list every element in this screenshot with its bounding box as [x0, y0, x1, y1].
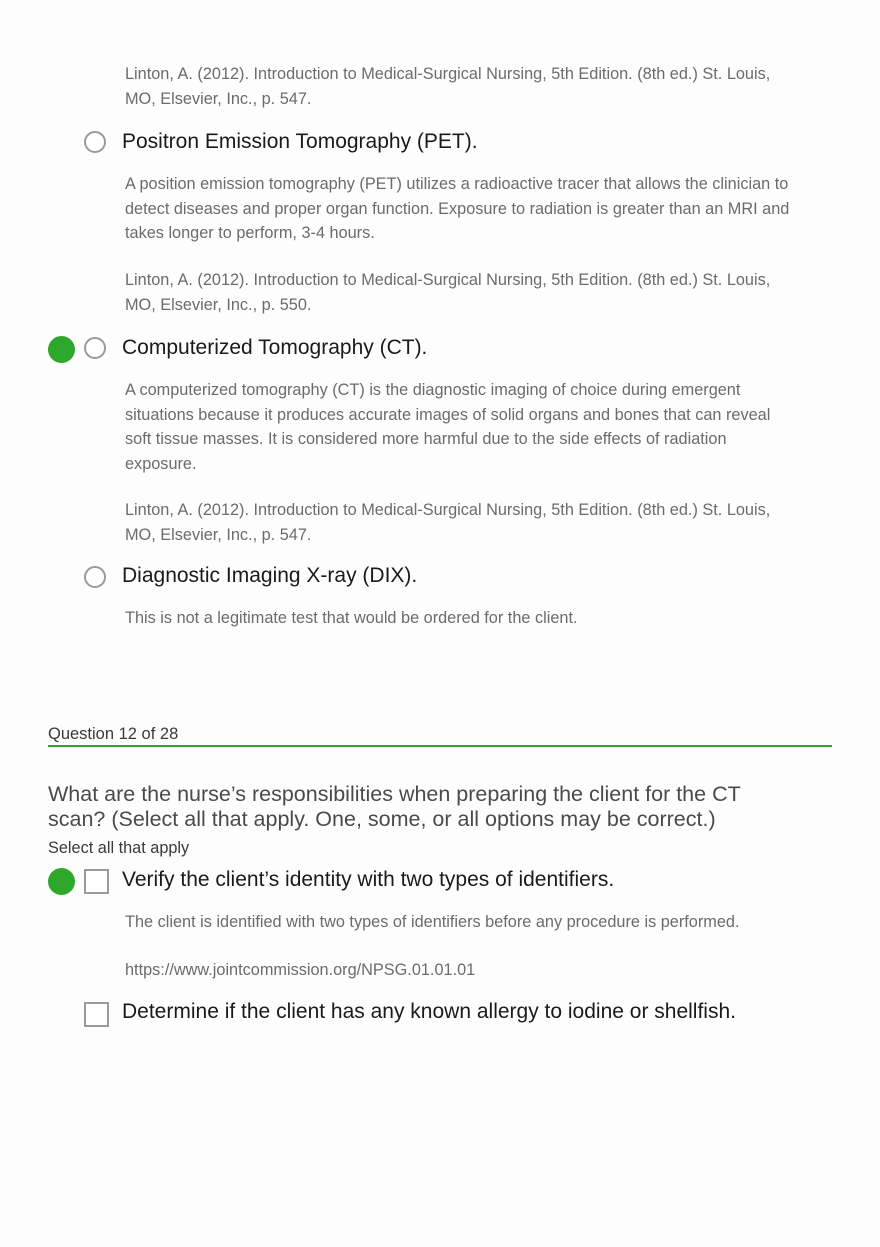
- option-explanation: The client is identified with two types of identifiers before any procedure is performed.: [125, 913, 740, 931]
- reference-text: Linton, A. (2012). Introduction to Medical-Surgical Nursing, 5th Edition. (8th ed.) St. Louis, MO, Elsevier, Inc., p. 547.: [125, 501, 771, 544]
- correct-answer-indicator: [48, 336, 75, 363]
- reference-text: Linton, A. (2012). Introduction to Medical-Surgical Nursing, 5th Edition. (8th ed.) St. Louis, MO, Elsevier, Inc., p. 550.: [125, 271, 771, 314]
- checkbox[interactable]: [84, 869, 109, 894]
- question-instruction: Select all that apply: [48, 839, 190, 857]
- correct-answer-indicator: [48, 868, 75, 895]
- answer-option-ct[interactable]: Computerized Tomography (CT).: [122, 336, 428, 359]
- radio-button[interactable]: [84, 337, 106, 359]
- reference-text: Linton, A. (2012). Introduction to Medical-Surgical Nursing, 5th Edition. (8th ed.) St. Louis, MO, Elsevier, Inc., p. 547.: [125, 65, 771, 108]
- answer-option-allergy[interactable]: Determine if the client has any known allergy to iodine or shellfish.: [122, 1000, 736, 1023]
- option-explanation: A computerized tomography (CT) is the diagnostic imaging of choice during emergent situations because it produces accurate images of solid organs and bones that can reveal soft tissue masses. It is considered more harmful due to the side effects of radiation exposure.: [125, 381, 771, 473]
- answer-option-dix[interactable]: Diagnostic Imaging X-ray (DIX).: [122, 564, 418, 587]
- question-counter: Question 12 of 28: [48, 725, 179, 743]
- reference-link[interactable]: https://www.jointcommission.org/NPSG.01.01.01: [125, 961, 476, 979]
- question-divider: [48, 745, 832, 747]
- radio-button[interactable]: [84, 131, 106, 153]
- question-prompt: What are the nurse’s responsibilities when preparing the client for the CT scan? (Select all that apply. One, some, or all options may be correct.): [48, 782, 741, 831]
- radio-button[interactable]: [84, 566, 106, 588]
- answer-option-pet[interactable]: Positron Emission Tomography (PET).: [122, 130, 478, 153]
- answer-option-verify-identity[interactable]: Verify the client’s identity with two types of identifiers.: [122, 868, 615, 891]
- option-explanation: This is not a legitimate test that would be ordered for the client.: [125, 609, 578, 627]
- checkbox[interactable]: [84, 1002, 109, 1027]
- option-explanation: A position emission tomography (PET) utilizes a radioactive tracer that allows the clinician to detect diseases and proper organ function. Exposure to radiation is greater than an MRI and takes longer to perform, 3-4 hours.: [125, 175, 790, 242]
